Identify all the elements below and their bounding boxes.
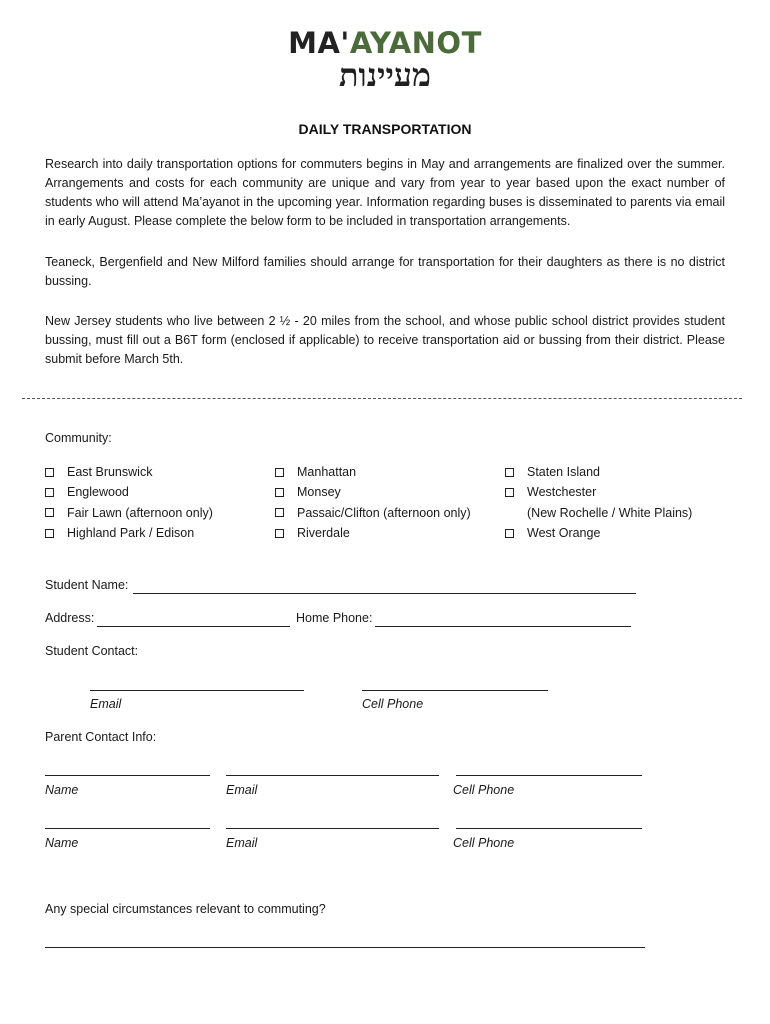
home-phone-field[interactable] xyxy=(375,626,631,627)
logo-text-part1: MA' xyxy=(288,26,350,60)
address-field[interactable] xyxy=(97,626,290,627)
parent1-email-field[interactable] xyxy=(226,775,439,776)
page-title: DAILY TRANSPORTATION xyxy=(298,121,472,137)
checkbox[interactable] xyxy=(505,468,514,477)
parent1-cell-phone-caption: Cell Phone xyxy=(453,783,515,797)
parent2-email-caption: Email xyxy=(226,836,258,850)
checkbox[interactable] xyxy=(45,529,54,538)
checkbox[interactable] xyxy=(275,488,284,497)
checkbox[interactable] xyxy=(275,468,284,477)
b6t-form-paragraph: New Jersey students who live between 2 ½ - 20 miles from the school, and whose public school district provides student bussing, must fill out a B6T form (enclosed if applicable) to receive transportation aid or bussing from their district. Please submit before March 5th. xyxy=(45,314,725,366)
checkbox[interactable] xyxy=(45,468,54,477)
community-option-note: (New Rochelle / White Plains) xyxy=(527,505,693,520)
checkbox[interactable] xyxy=(45,508,54,517)
community-option[interactable]: Riverdale xyxy=(275,523,471,543)
logo-wordmark xyxy=(0,26,770,60)
community-option[interactable]: Westchester xyxy=(505,482,692,502)
special-circumstances-field[interactable] xyxy=(45,947,645,948)
community-option[interactable]: Highland Park / Edison xyxy=(45,523,213,543)
checkbox[interactable] xyxy=(505,529,514,538)
parent1-name-caption: Name xyxy=(45,783,79,797)
checkbox[interactable] xyxy=(45,488,54,497)
parent2-name-field[interactable] xyxy=(45,828,210,829)
cut-line-divider xyxy=(22,398,742,399)
community-option[interactable]: Monsey xyxy=(275,482,471,502)
student-contact-label: Student Contact: xyxy=(45,644,139,658)
community-option[interactable]: West Orange xyxy=(505,523,692,543)
intro-paragraph: Research into daily transportation options for commuters begins in May and arrangements are finalized over the summer. Arrangements and costs for each community are unique and vary from year to year based upon the exact number of students who will attend Ma’ayanot in the upcoming year. Information regarding buses is disseminated to parents via email in early August. Please complete the below form to be included in transportation arrangements. xyxy=(45,157,725,228)
parent1-cell-phone-field[interactable] xyxy=(456,775,642,776)
student-email-caption: Email xyxy=(90,697,122,711)
community-column-2 xyxy=(275,462,471,543)
community-option[interactable]: Passaic/Clifton (afternoon only) xyxy=(275,503,471,523)
address-label: Address: xyxy=(45,611,95,625)
parent1-name-field[interactable] xyxy=(45,775,210,776)
community-column-3 xyxy=(505,462,692,543)
community-option[interactable]: Staten Island xyxy=(505,462,692,482)
community-option[interactable]: Englewood xyxy=(45,482,213,502)
checkbox[interactable] xyxy=(505,488,514,497)
community-option[interactable]: East Brunswick xyxy=(45,462,213,482)
parent1-email-caption: Email xyxy=(226,783,258,797)
home-phone-label: Home Phone: xyxy=(296,611,373,625)
checkbox[interactable] xyxy=(275,508,284,517)
student-email-field[interactable] xyxy=(90,690,304,691)
student-cell-phone-caption: Cell Phone xyxy=(362,697,424,711)
district-bussing-paragraph: Teaneck, Bergenfield and New Milford families should arrange for transportation for their daughters as there is no district bussing. xyxy=(45,255,725,288)
community-column-1 xyxy=(45,462,213,543)
parent2-cell-phone-caption: Cell Phone xyxy=(453,836,515,850)
community-option[interactable]: Manhattan xyxy=(275,462,471,482)
special-circumstances-label: Any special circumstances relevant to commuting? xyxy=(45,902,326,916)
student-name-label: Student Name: xyxy=(45,578,129,592)
community-option[interactable]: Fair Lawn (afternoon only) xyxy=(45,503,213,523)
community-label: Community: xyxy=(45,431,112,445)
parent2-name-caption: Name xyxy=(45,836,79,850)
parent-contact-label: Parent Contact Info: xyxy=(45,730,157,744)
student-name-field[interactable] xyxy=(133,593,636,594)
logo-hebrew-text: מעיינות xyxy=(339,56,431,94)
checkbox[interactable] xyxy=(275,529,284,538)
parent2-cell-phone-field[interactable] xyxy=(456,828,642,829)
student-cell-phone-field[interactable] xyxy=(362,690,548,691)
logo-text-part2: AYANOT xyxy=(349,26,482,60)
parent2-email-field[interactable] xyxy=(226,828,439,829)
